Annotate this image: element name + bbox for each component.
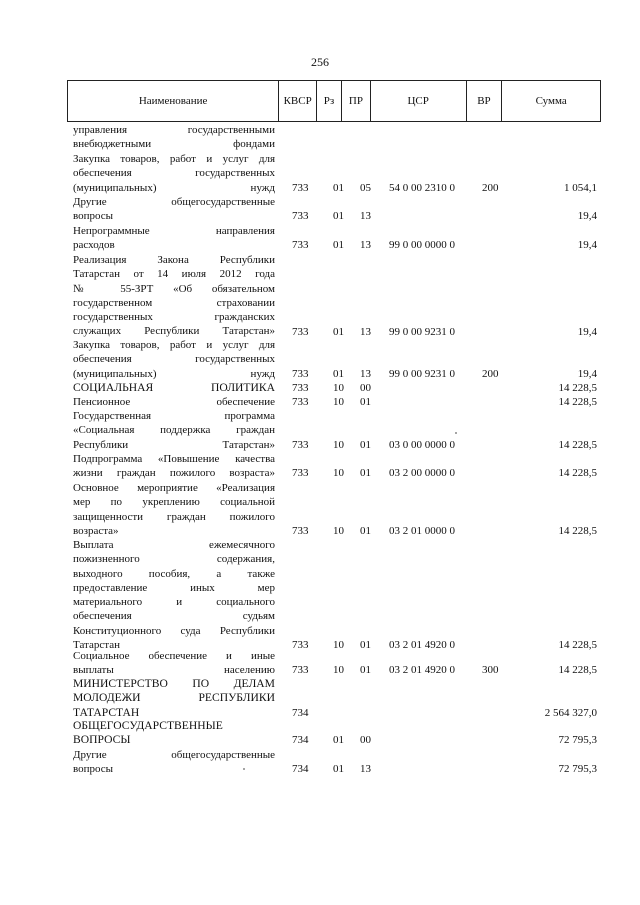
cell-kvsr: 734 [292, 706, 309, 719]
row-name-line: Другие общегосударственные [73, 196, 275, 208]
row-name [73, 452, 275, 481]
table-row [0, 452, 640, 481]
row-name-line: служащих Республики Татарстан» [73, 325, 275, 338]
cell-rz: 01 [333, 325, 344, 338]
row-name-line: Государственная программа [73, 410, 275, 422]
row-name-line: Конституционного суда Республики [73, 624, 275, 637]
row-name-line: возраста» [73, 524, 119, 537]
cell-rz: 01 [333, 734, 344, 747]
cell-csr: 54 0 00 2310 0 [389, 181, 455, 194]
row-name-line: (муниципальных) нужд [73, 367, 275, 380]
row-name [73, 748, 275, 777]
cell-sum: 14 228,5 [558, 382, 597, 394]
cell-rz: 10 [333, 438, 344, 451]
cell-pr: 01 [360, 664, 371, 677]
row-name-line: внебюджетными фондами [73, 138, 275, 151]
row-name [73, 152, 275, 195]
row-name-line: «Социальная поддержка граждан [73, 424, 275, 437]
cell-kvsr: 733 [292, 639, 309, 652]
row-name [73, 253, 275, 339]
cell-pr: 01 [360, 467, 371, 480]
cell-sum: 1 054,1 [564, 181, 597, 194]
row-name-line: Закупка товаров, работ и услуг для [73, 339, 275, 351]
row-name [73, 677, 275, 720]
cell-sum: 72 795,3 [558, 734, 597, 747]
cell-kvsr: 733 [292, 664, 309, 677]
header-pr: ПР [341, 81, 370, 121]
cell-rz: 01 [333, 763, 344, 776]
cell-rz: 01 [333, 239, 344, 252]
cell-csr: 03 0 00 0000 0 [389, 438, 455, 451]
page-number: 256 [311, 55, 329, 69]
cell-kvsr: 733 [292, 239, 309, 252]
cell-pr: 00 [360, 382, 371, 394]
row-name-line: управления государственными [73, 124, 275, 136]
cell-rz: 01 [333, 181, 344, 194]
table-row [0, 748, 640, 777]
row-name-line: предоставление иных мер [73, 581, 275, 594]
cell-csr: 03 2 00 0000 0 [389, 467, 455, 480]
cell-pr: 01 [360, 438, 371, 451]
row-name [73, 381, 275, 395]
cell-kvsr: 733 [292, 210, 309, 223]
row-name-line: Социальное обеспечение и иные [73, 650, 275, 662]
cell-sum: 14 228,5 [558, 639, 597, 652]
row-name-line: обеспечения судьям [73, 610, 275, 623]
row-name-line: вопросы [73, 210, 114, 223]
row-name-line: Выплата ежемесячного [73, 539, 275, 551]
row-name-line: СОЦИАЛЬНАЯ ПОЛИТИКА [73, 381, 275, 394]
row-name-line: ТАТАРСТАН [73, 705, 140, 719]
row-name-line: ОБЩЕГОСУДАРСТВЕННЫЕ [73, 719, 223, 732]
row-name-line: Подпрограмма «Повышение качества [73, 453, 275, 465]
row-name [73, 481, 275, 538]
row-name [73, 649, 275, 678]
table-row [0, 123, 640, 152]
row-name-line: мер по укреплению социальной [73, 496, 275, 509]
cell-kvsr: 733 [292, 181, 309, 194]
table-header [67, 80, 601, 122]
cell-sum: 19,4 [577, 210, 597, 223]
cell-rz: 10 [333, 664, 344, 677]
cell-sum: 14 228,5 [558, 438, 597, 451]
cell-rz: 01 [333, 367, 344, 380]
table-row [0, 481, 640, 538]
cell-sum: 72 795,3 [558, 763, 597, 776]
table-row [0, 195, 640, 224]
scan-speck [455, 432, 457, 434]
row-name-line: Пенсионное обеспечение [73, 396, 275, 408]
row-name-line: защищенности граждан пожилого [73, 510, 275, 523]
cell-sum: 14 228,5 [558, 664, 597, 677]
cell-pr: 01 [360, 639, 371, 652]
table-row [0, 152, 640, 195]
row-name-line: материального и социального [73, 596, 275, 609]
cell-sum: 14 228,5 [558, 396, 597, 408]
cell-pr: 05 [360, 181, 371, 194]
row-name-line: Реализация Закона Республики [73, 254, 275, 266]
cell-csr: 03 2 01 4920 0 [389, 639, 455, 652]
row-name-line: Республики Татарстан» [73, 438, 275, 451]
cell-csr: 99 0 00 9231 0 [389, 367, 455, 380]
cell-kvsr: 733 [292, 367, 309, 380]
cell-kvsr: 734 [292, 763, 309, 776]
cell-pr: 13 [360, 210, 371, 223]
cell-sum: 19,4 [577, 239, 597, 252]
cell-pr: 13 [360, 239, 371, 252]
row-name-line: пожизненного содержания, [73, 553, 275, 566]
cell-sum: 19,4 [577, 367, 597, 380]
header-kvsr: КВСР [278, 81, 316, 121]
cell-rz: 10 [333, 467, 344, 480]
header-vr: ВР [466, 81, 502, 121]
row-name [73, 123, 275, 152]
cell-rz: 10 [333, 382, 344, 394]
cell-rz: 10 [333, 524, 344, 537]
row-name-line: вопросы [73, 763, 114, 776]
table-row [0, 338, 640, 381]
header-name: Наименование [138, 95, 208, 107]
row-name-line: выходного пособия, а также [73, 567, 275, 580]
cell-rz: 10 [333, 639, 344, 652]
scan-speck [243, 768, 245, 770]
row-name-line: Татарстан от 14 июля 2012 года [73, 268, 275, 281]
table-row [0, 719, 640, 748]
cell-csr: 03 2 01 4920 0 [389, 664, 455, 677]
cell-pr: 00 [360, 734, 371, 747]
cell-vr: 300 [482, 664, 499, 677]
cell-csr: 99 0 00 9231 0 [389, 325, 455, 338]
cell-rz: 10 [333, 396, 344, 408]
cell-sum: 2 564 327,0 [544, 706, 597, 719]
cell-kvsr: 733 [292, 382, 309, 394]
row-name [73, 409, 275, 452]
table-row [0, 649, 640, 678]
row-name [73, 395, 275, 409]
row-name-line: государственном страховании [73, 296, 275, 309]
cell-kvsr: 733 [292, 467, 309, 480]
cell-pr: 13 [360, 763, 371, 776]
table-row [0, 395, 640, 409]
cell-csr: 99 0 00 0000 0 [389, 239, 455, 252]
row-name-line: расходов [73, 239, 115, 252]
cell-pr: 13 [360, 367, 371, 380]
header-csr: ЦСР [370, 81, 466, 121]
row-name [73, 719, 275, 748]
table-row [0, 224, 640, 253]
row-name [73, 538, 275, 652]
row-name-line: Закупка товаров, работ и услуг для [73, 153, 275, 165]
cell-rz: 01 [333, 210, 344, 223]
cell-kvsr: 733 [292, 325, 309, 338]
row-name-line: Татарстан [73, 639, 120, 652]
cell-pr: 01 [360, 524, 371, 537]
cell-sum: 19,4 [577, 325, 597, 338]
row-name-line: Другие общегосударственные [73, 749, 275, 761]
row-name-line: государственных гражданских [73, 311, 275, 324]
cell-kvsr: 734 [292, 734, 309, 747]
table-row [0, 381, 640, 395]
row-name [73, 224, 275, 253]
row-name-line: обеспечения государственных [73, 353, 275, 366]
table-row [0, 538, 640, 652]
row-name-line: (муниципальных) нужд [73, 181, 275, 194]
row-name-line: ВОПРОСЫ [73, 733, 131, 747]
row-name-line: обеспечения государственных [73, 167, 275, 180]
row-name-line: МИНИСТЕРСТВО ПО ДЕЛАМ [73, 677, 275, 690]
cell-sum: 14 228,5 [558, 524, 597, 537]
cell-vr: 200 [482, 367, 499, 380]
row-name [73, 195, 275, 224]
cell-kvsr: 733 [292, 396, 309, 408]
header-rz: Рз [316, 81, 341, 121]
cell-vr: 200 [482, 181, 499, 194]
row-name-line: жизни граждан пожилого возраста» [73, 467, 275, 480]
cell-csr: 03 2 01 0000 0 [389, 524, 455, 537]
row-name-line: № 55-ЗРТ «Об обязательном [73, 282, 275, 295]
cell-kvsr: 733 [292, 438, 309, 451]
cell-kvsr: 733 [292, 524, 309, 537]
cell-sum: 14 228,5 [558, 467, 597, 480]
header-sum: Сумма [501, 81, 600, 121]
row-name [73, 338, 275, 381]
cell-pr: 01 [360, 396, 371, 408]
table-row [0, 409, 640, 452]
row-name-line: Основное мероприятие «Реализация [73, 482, 275, 494]
cell-pr: 13 [360, 325, 371, 338]
row-name-line: Непрограммные направления [73, 225, 275, 237]
table-row [0, 677, 640, 720]
row-name-line: МОЛОДЕЖИ РЕСПУБЛИКИ [73, 691, 275, 705]
table-row [0, 253, 640, 339]
row-name-line: выплаты населению [73, 664, 275, 677]
